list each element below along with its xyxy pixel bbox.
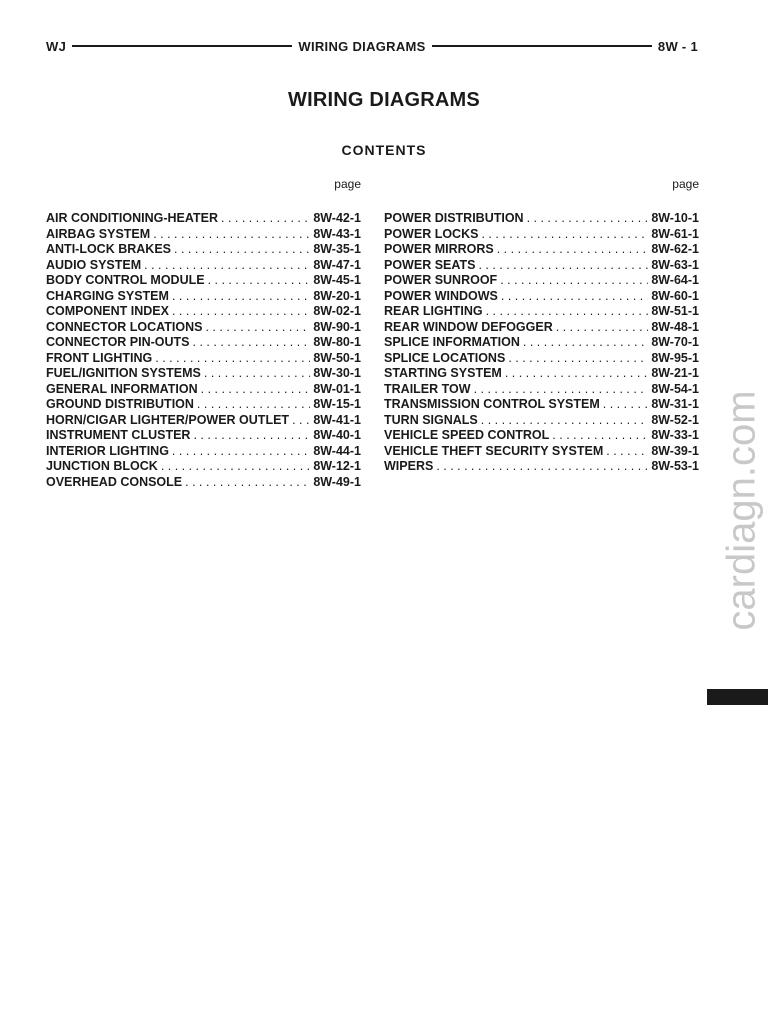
page-title: WIRING DIAGRAMS	[288, 89, 480, 111]
toc-entry-name: WIPERS	[384, 459, 434, 473]
toc-entry-page: 8W-47-1	[313, 257, 361, 272]
toc-entry-name: STARTING SYSTEM	[384, 366, 502, 380]
toc-entry[interactable]	[46, 366, 361, 382]
dot-leader	[481, 227, 648, 243]
dot-leader	[172, 444, 310, 460]
toc-column-right	[384, 177, 699, 475]
toc-list-right	[384, 211, 699, 475]
toc-entry-page: 8W-02-1	[313, 304, 361, 318]
toc-entry-name: AIR CONDITIONING-HEATER	[46, 211, 218, 225]
toc-entry-name: INSTRUMENT CLUSTER	[46, 428, 191, 442]
dot-leader	[155, 351, 310, 367]
toc-entry-name: GROUND DISTRIBUTION	[46, 397, 194, 411]
toc-entry-page: 8W-35-1	[313, 242, 361, 256]
dot-leader	[523, 335, 648, 351]
toc-entry-page: 8W-62-1	[651, 242, 699, 256]
toc-entry-name: CONNECTOR PIN-OUTS	[46, 335, 190, 349]
toc-entry[interactable]	[384, 304, 699, 320]
dot-leader	[221, 211, 310, 227]
toc-entry-page: 8W-31-1	[651, 397, 699, 411]
page-column-label: page	[334, 177, 361, 191]
toc-entry-page: 8W-53-1	[651, 459, 699, 473]
toc-entry-name: FUEL/IGNITION SYSTEMS	[46, 366, 201, 380]
toc-entry-name: TRAILER TOW	[384, 381, 471, 396]
dot-leader	[527, 211, 649, 227]
dot-leader	[185, 475, 310, 491]
toc-entry[interactable]	[46, 351, 361, 367]
dot-leader	[172, 304, 310, 320]
dot-leader	[501, 289, 648, 305]
header-title: WIRING DIAGRAMS	[298, 38, 426, 54]
dot-leader	[174, 242, 310, 258]
toc-entry[interactable]	[384, 258, 699, 274]
header-rule-left	[72, 45, 292, 47]
header-section-code: WJ	[46, 38, 67, 54]
toc-entry-name: CONNECTOR LOCATIONS	[46, 319, 203, 334]
toc-entry-name: HORN/CIGAR LIGHTER/POWER OUTLET	[46, 412, 290, 427]
toc-entry[interactable]	[46, 335, 361, 351]
toc-entry[interactable]	[384, 227, 699, 243]
dot-leader	[205, 320, 310, 336]
dot-leader	[204, 366, 310, 382]
toc-entry[interactable]	[46, 273, 361, 289]
dot-leader	[436, 459, 648, 475]
toc-entry[interactable]	[46, 211, 361, 227]
toc-entry[interactable]	[46, 459, 361, 475]
toc-entry[interactable]	[46, 227, 361, 243]
dot-leader	[486, 304, 649, 320]
toc-entry-name: TRANSMISSION CONTROL SYSTEM	[384, 397, 600, 411]
dot-leader	[292, 413, 310, 429]
toc-entry[interactable]	[46, 413, 361, 429]
toc-entry-page: 8W-21-1	[651, 366, 699, 380]
toc-entry-name: POWER DISTRIBUTION	[384, 211, 524, 225]
dot-leader	[193, 428, 310, 444]
toc-entry[interactable]	[46, 320, 361, 336]
toc-entry-page: 8W-12-1	[313, 459, 361, 473]
toc-column-left	[46, 177, 361, 490]
toc-entry[interactable]	[384, 413, 699, 429]
toc-entry[interactable]	[384, 444, 699, 460]
toc-list-left	[46, 211, 361, 490]
toc-entry-page: 8W-50-1	[313, 350, 361, 365]
section-thumb-tab	[707, 689, 768, 705]
toc-entry-page: 8W-40-1	[313, 428, 361, 442]
toc-entry-page: 8W-48-1	[651, 319, 699, 334]
toc-entry-name: AUDIO SYSTEM	[46, 257, 142, 272]
toc-entry-name: BODY CONTROL MODULE	[46, 273, 205, 287]
dot-leader	[197, 397, 310, 413]
toc-entry[interactable]	[384, 459, 699, 475]
toc-entry-name: AIRBAG SYSTEM	[46, 226, 151, 241]
toc-entry-page: 8W-42-1	[313, 211, 361, 225]
toc-entry-page: 8W-54-1	[651, 381, 699, 396]
dot-leader	[201, 382, 311, 398]
toc-entry-page: 8W-44-1	[313, 443, 361, 458]
toc-entry[interactable]	[384, 273, 699, 289]
toc-entry-page: 8W-01-1	[313, 381, 361, 396]
toc-entry-name: POWER WINDOWS	[384, 288, 498, 303]
dot-leader	[208, 273, 311, 289]
toc-entry-name: VEHICLE THEFT SECURITY SYSTEM	[384, 443, 604, 458]
toc-entry-name: TURN SIGNALS	[384, 412, 478, 427]
toc-entry[interactable]	[384, 242, 699, 258]
toc-entry-page: 8W-63-1	[651, 257, 699, 272]
dot-leader	[497, 242, 649, 258]
toc-entry-name: COMPONENT INDEX	[46, 304, 169, 318]
dot-leader	[556, 320, 649, 336]
running-header	[46, 37, 698, 55]
toc-entry-page: 8W-43-1	[313, 226, 361, 241]
watermark-text: cardiagn.com	[719, 389, 764, 631]
toc-entry-page: 8W-10-1	[651, 211, 699, 225]
dot-leader	[172, 289, 310, 305]
toc-entry[interactable]	[384, 397, 699, 413]
toc-entry-page: 8W-80-1	[313, 335, 361, 349]
toc-entry[interactable]	[384, 335, 699, 351]
toc-entry-name: OVERHEAD CONSOLE	[46, 474, 183, 489]
toc-entry-page: 8W-30-1	[313, 366, 361, 380]
toc-entry-page: 8W-52-1	[651, 412, 699, 427]
toc-entry[interactable]	[384, 366, 699, 382]
toc-entry[interactable]	[46, 444, 361, 460]
page-column-label: page	[672, 177, 699, 191]
toc-entry-name: CHARGING SYSTEM	[46, 288, 169, 303]
toc-entry[interactable]	[384, 289, 699, 305]
dot-leader	[481, 413, 649, 429]
dot-leader	[144, 258, 310, 274]
toc-entry[interactable]	[46, 242, 361, 258]
toc-entry-page: 8W-51-1	[651, 304, 699, 318]
toc-entry-page: 8W-20-1	[313, 288, 361, 303]
dot-leader	[153, 227, 310, 243]
toc-entry-name: VEHICLE SPEED CONTROL	[384, 428, 550, 442]
toc-entry-name: SPLICE LOCATIONS	[384, 350, 506, 365]
dot-leader	[500, 273, 648, 289]
dot-leader	[603, 397, 649, 413]
header-page-number: 8W - 1	[657, 38, 699, 54]
dot-leader	[193, 335, 311, 351]
toc-entry-page: 8W-45-1	[313, 273, 361, 287]
toc-entry-page: 8W-95-1	[651, 350, 699, 365]
dot-leader	[161, 459, 311, 475]
toc-entry[interactable]	[384, 351, 699, 367]
toc-entry-name: INTERIOR LIGHTING	[46, 443, 169, 458]
toc-entry-name: FRONT LIGHTING	[46, 350, 153, 365]
toc-entry[interactable]	[46, 382, 361, 398]
dot-leader	[505, 366, 648, 382]
toc-entry-page: 8W-41-1	[313, 412, 361, 427]
toc-entry[interactable]	[46, 475, 361, 491]
toc-entry-page: 8W-90-1	[313, 319, 361, 334]
toc-entry-name: JUNCTION BLOCK	[46, 459, 158, 473]
toc-entry-name: ANTI-LOCK BRAKES	[46, 242, 171, 256]
toc-entry[interactable]	[384, 428, 699, 444]
toc-entry-name: REAR LIGHTING	[384, 304, 483, 318]
dot-leader	[552, 428, 648, 444]
toc-entry[interactable]	[46, 397, 361, 413]
toc-entry-name: POWER SUNROOF	[384, 273, 498, 287]
dot-leader	[606, 444, 648, 460]
watermark	[712, 380, 768, 640]
toc-entry-name: REAR WINDOW DEFOGGER	[384, 319, 553, 334]
toc-entry-name: POWER SEATS	[384, 257, 476, 272]
toc-entry-page: 8W-64-1	[651, 273, 699, 287]
toc-entry-page: 8W-49-1	[313, 474, 361, 489]
dot-leader	[508, 351, 648, 367]
toc-entry-name: POWER MIRRORS	[384, 242, 494, 256]
toc-entry[interactable]	[46, 428, 361, 444]
toc-entry-page: 8W-61-1	[651, 226, 699, 241]
dot-leader	[478, 258, 648, 274]
toc-entry-page: 8W-39-1	[651, 443, 699, 458]
toc-entry-name: GENERAL INFORMATION	[46, 381, 198, 396]
header-rule-right	[432, 45, 652, 47]
toc-entry-name: POWER LOCKS	[384, 226, 479, 241]
toc-entry-page: 8W-15-1	[313, 397, 361, 411]
toc-entry[interactable]	[46, 304, 361, 320]
toc-entry-page: 8W-33-1	[651, 428, 699, 442]
toc-entry[interactable]	[384, 382, 699, 398]
toc-entry[interactable]	[46, 258, 361, 274]
toc-entry[interactable]	[46, 289, 361, 305]
toc-entry-page: 8W-70-1	[651, 335, 699, 349]
toc-entry[interactable]	[384, 320, 699, 336]
dot-leader	[474, 382, 649, 398]
toc-entry-name: SPLICE INFORMATION	[384, 335, 520, 349]
toc-entry[interactable]	[384, 211, 699, 227]
toc-entry-page: 8W-60-1	[651, 288, 699, 303]
contents-heading: CONTENTS	[341, 142, 427, 158]
